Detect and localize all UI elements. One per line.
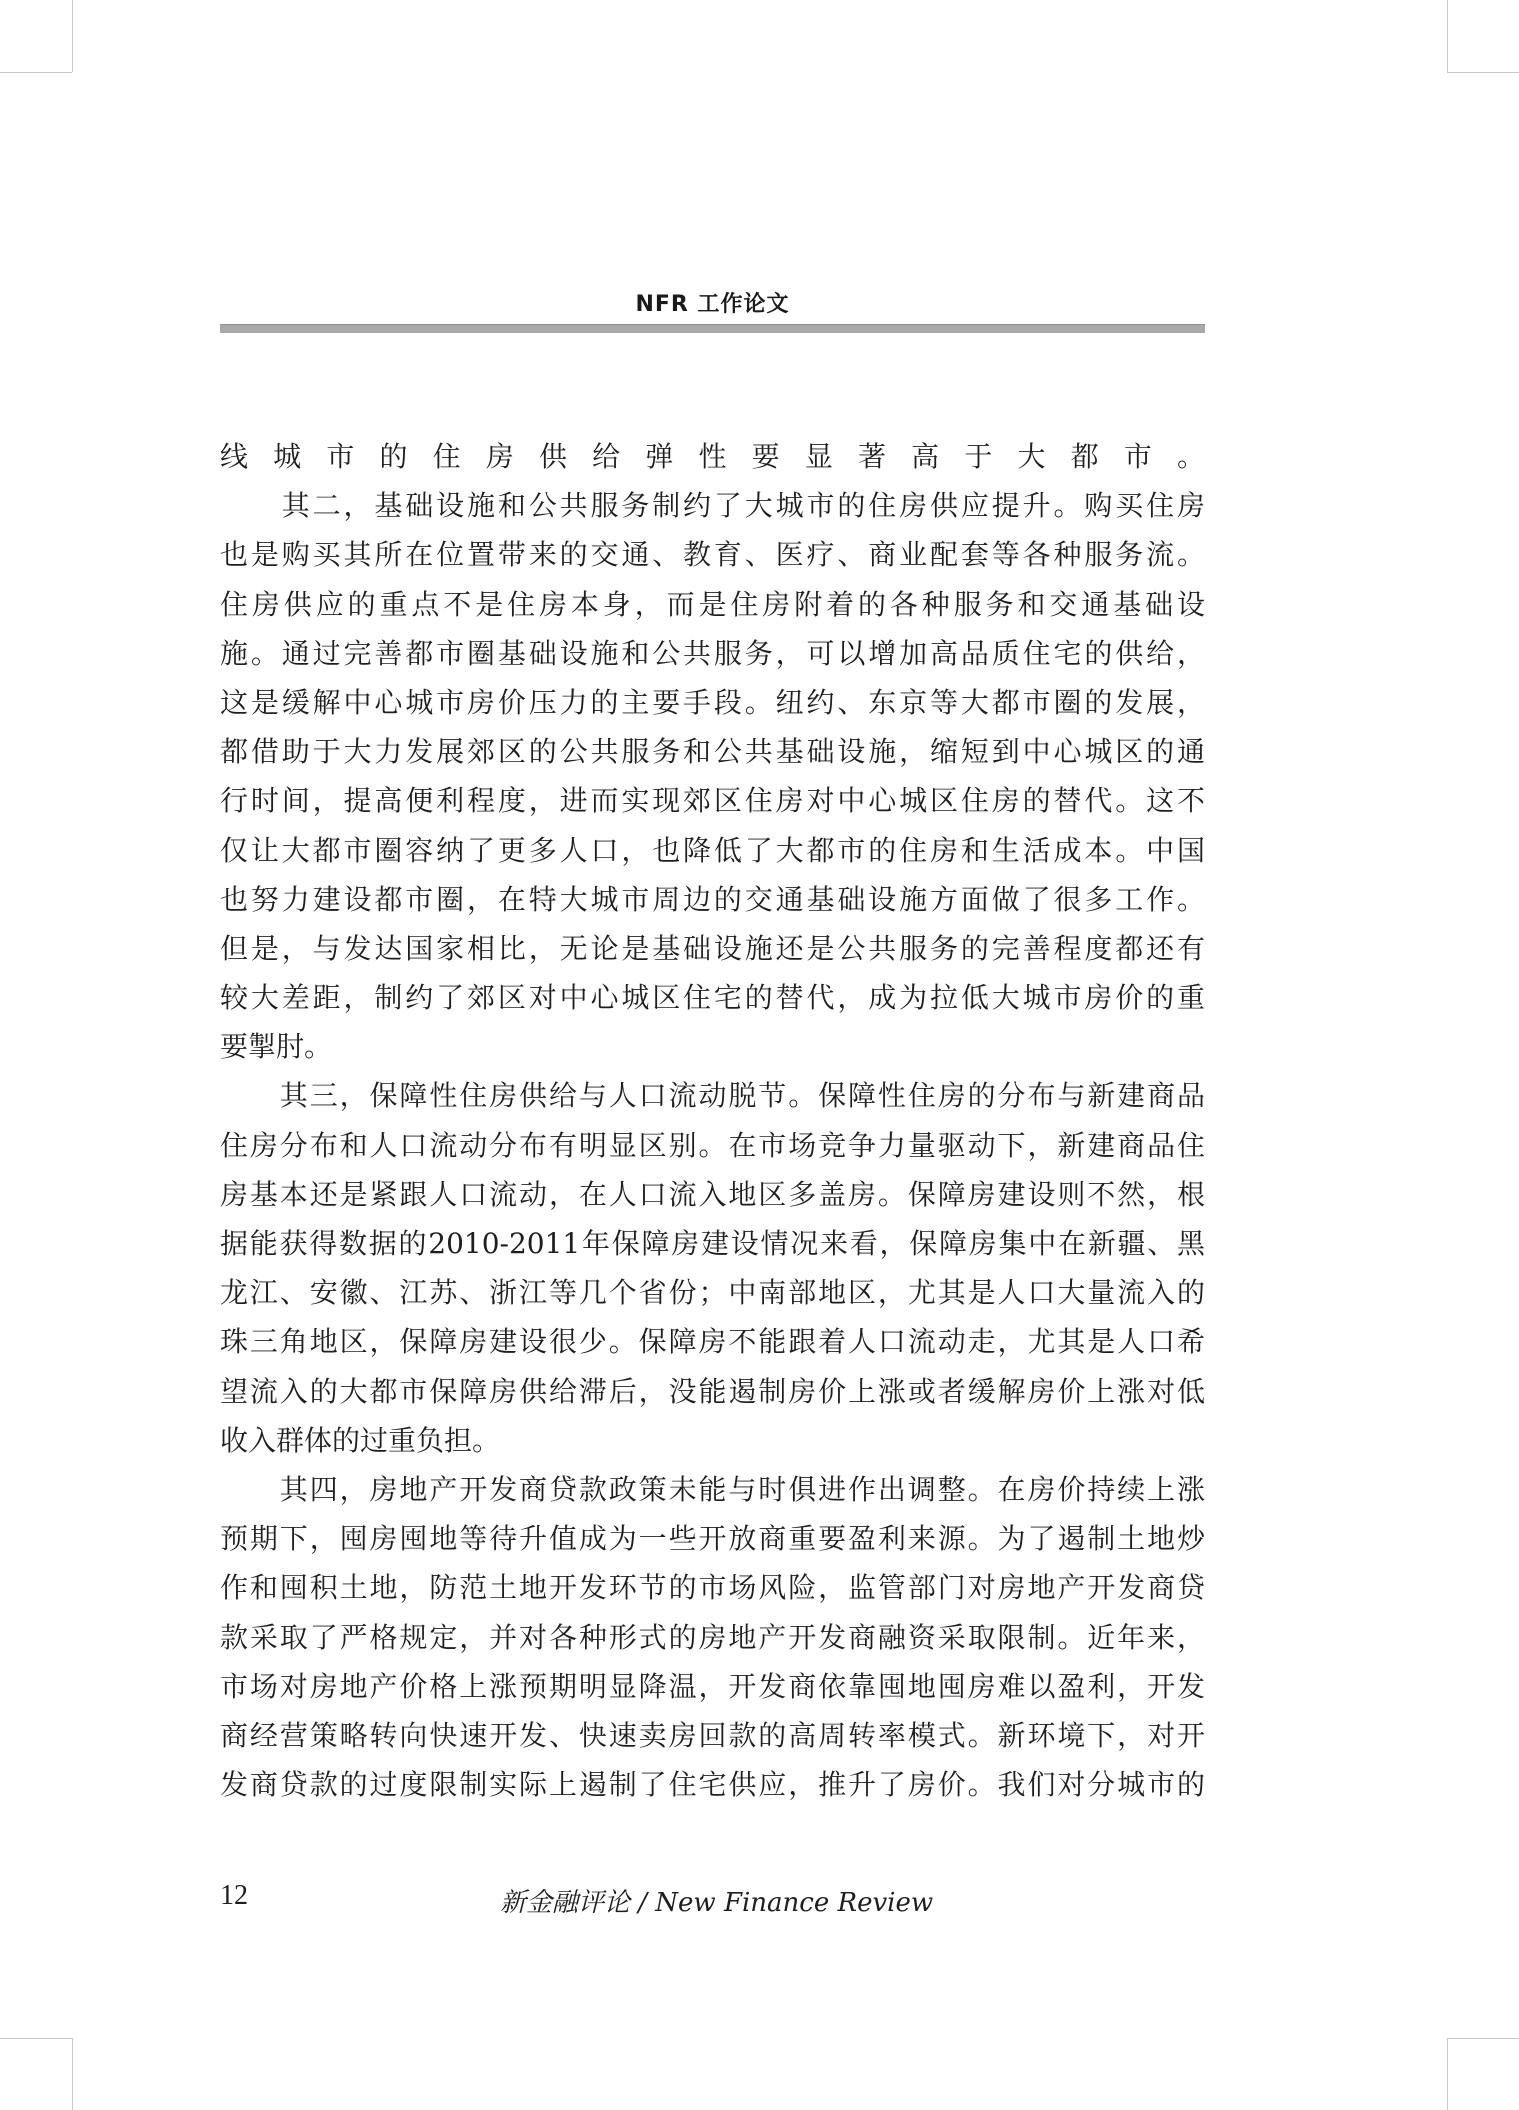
text-line: 预期下，囤房囤地等待升值成为一些开放商重要盈利来源。为了遏制土地炒: [220, 1522, 1205, 1556]
text-line: 据能获得数据的2010-2011年保障房建设情况来看，保障房集中在新疆、黑: [220, 1227, 1205, 1260]
text-line: 市场对房地产价格上涨预期明显降温，开发商依靠囤地囤房难以盈利，开发: [220, 1669, 1205, 1703]
running-header: [220, 290, 1205, 333]
header-title: NFR 工作论文: [635, 292, 790, 317]
text-line: 其四，房地产开发商贷款政策未能与时俱进作出调整。在房价持续上涨: [220, 1472, 1205, 1506]
text-line: 也努力建设都市圈，在特大城市周边的交通基础设施方面做了很多工作。: [220, 882, 1205, 916]
crop-mark-top-left: [72, 0, 73, 72]
text-line: 但是，与发达国家相比，无论是基础设施还是公共服务的完善程度都还有: [220, 931, 1205, 965]
text-line: 住房分布和人口流动分布有明显区别。在市场竞争力量驱动下，新建商品住: [220, 1128, 1205, 1162]
text-line: 施。通过完善都市圈基础设施和公共服务，可以增加高品质住宅的供给，: [220, 636, 1205, 670]
crop-mark-bottom-right: [1447, 2038, 1519, 2039]
crop-mark-top-left: [0, 72, 72, 73]
crop-mark-bottom-right: [1447, 2038, 1448, 2110]
text-line: 珠三角地区，保障房建设很少。保障房不能跟着人口流动走，尤其是人口希: [220, 1325, 1205, 1359]
text-line: 仅让大都市圈容纳了更多人口，也降低了大都市的住房和生活成本。中国: [220, 833, 1205, 867]
text-line: 作和囤积土地，防范土地开发环节的市场风险，监管部门对房地产开发商贷: [220, 1571, 1205, 1605]
crop-mark-bottom-left: [72, 2038, 73, 2110]
text-line: 也是购买其所在位置带来的交通、教育、医疗、商业配套等各种服务流。: [220, 538, 1205, 572]
text-line: 线城市的住房供给弹性要显著高于大都市。: [220, 440, 1205, 473]
page-number: 12: [220, 1880, 248, 1911]
crop-mark-top-right: [1447, 72, 1519, 73]
page-footer: [220, 1880, 1205, 1920]
crop-mark-bottom-left: [0, 2038, 72, 2039]
text-line: 商经营策略转向快速开发、快速卖房回款的高周转率模式。新环境下，对开: [220, 1718, 1205, 1752]
text-line: 这是缓解中心城市房价压力的主要手段。纽约、东京等大都市圈的发展，: [220, 685, 1205, 719]
text-line: 龙江、安徽、江苏、浙江等几个省份；中南部地区，尤其是人口大量流入的: [220, 1276, 1205, 1310]
crop-mark-top-right: [1447, 0, 1448, 72]
text-line: 要掣肘。: [220, 1030, 333, 1064]
text-line: 房基本还是紧跟人口流动，在人口流入地区多盖房。保障房建设则不然，根: [220, 1177, 1205, 1211]
text-line: 都借助于大力发展郊区的公共服务和公共基础设施，缩短到中心城区的通: [220, 735, 1205, 769]
header-rule: [220, 324, 1205, 333]
journal-title: 新金融评论 / New Finance Review: [500, 1888, 934, 1918]
text-line: 望流入的大都市保障房供给滞后，没能遏制房价上涨或者缓解房价上涨对低: [220, 1374, 1205, 1408]
text-line: 收入群体的过重负担。: [220, 1423, 501, 1457]
text-line: 较大差距，制约了郊区对中心城区住宅的替代，成为拉低大城市房价的重: [220, 981, 1205, 1015]
text-line: 其三，保障性住房供给与人口流动脱节。保障性住房的分布与新建商品: [220, 1079, 1205, 1113]
body-text: [220, 432, 1205, 1809]
text-line: 款采取了严格规定，并对各种形式的房地产开发商融资采取限制。近年来，: [220, 1620, 1205, 1654]
text-line: 行时间，提高便利程度，进而实现郊区住房对中心城区住房的替代。这不: [220, 784, 1205, 818]
text-line: 发商贷款的过度限制实际上遏制了住宅供应，推升了房价。我们对分城市的: [220, 1768, 1205, 1802]
text-line: 住房供应的重点不是住房本身，而是住房附着的各种服务和交通基础设: [220, 587, 1205, 621]
text-line: 其二，基础设施和公共服务制约了大城市的住房供应提升。购买住房: [220, 489, 1205, 523]
